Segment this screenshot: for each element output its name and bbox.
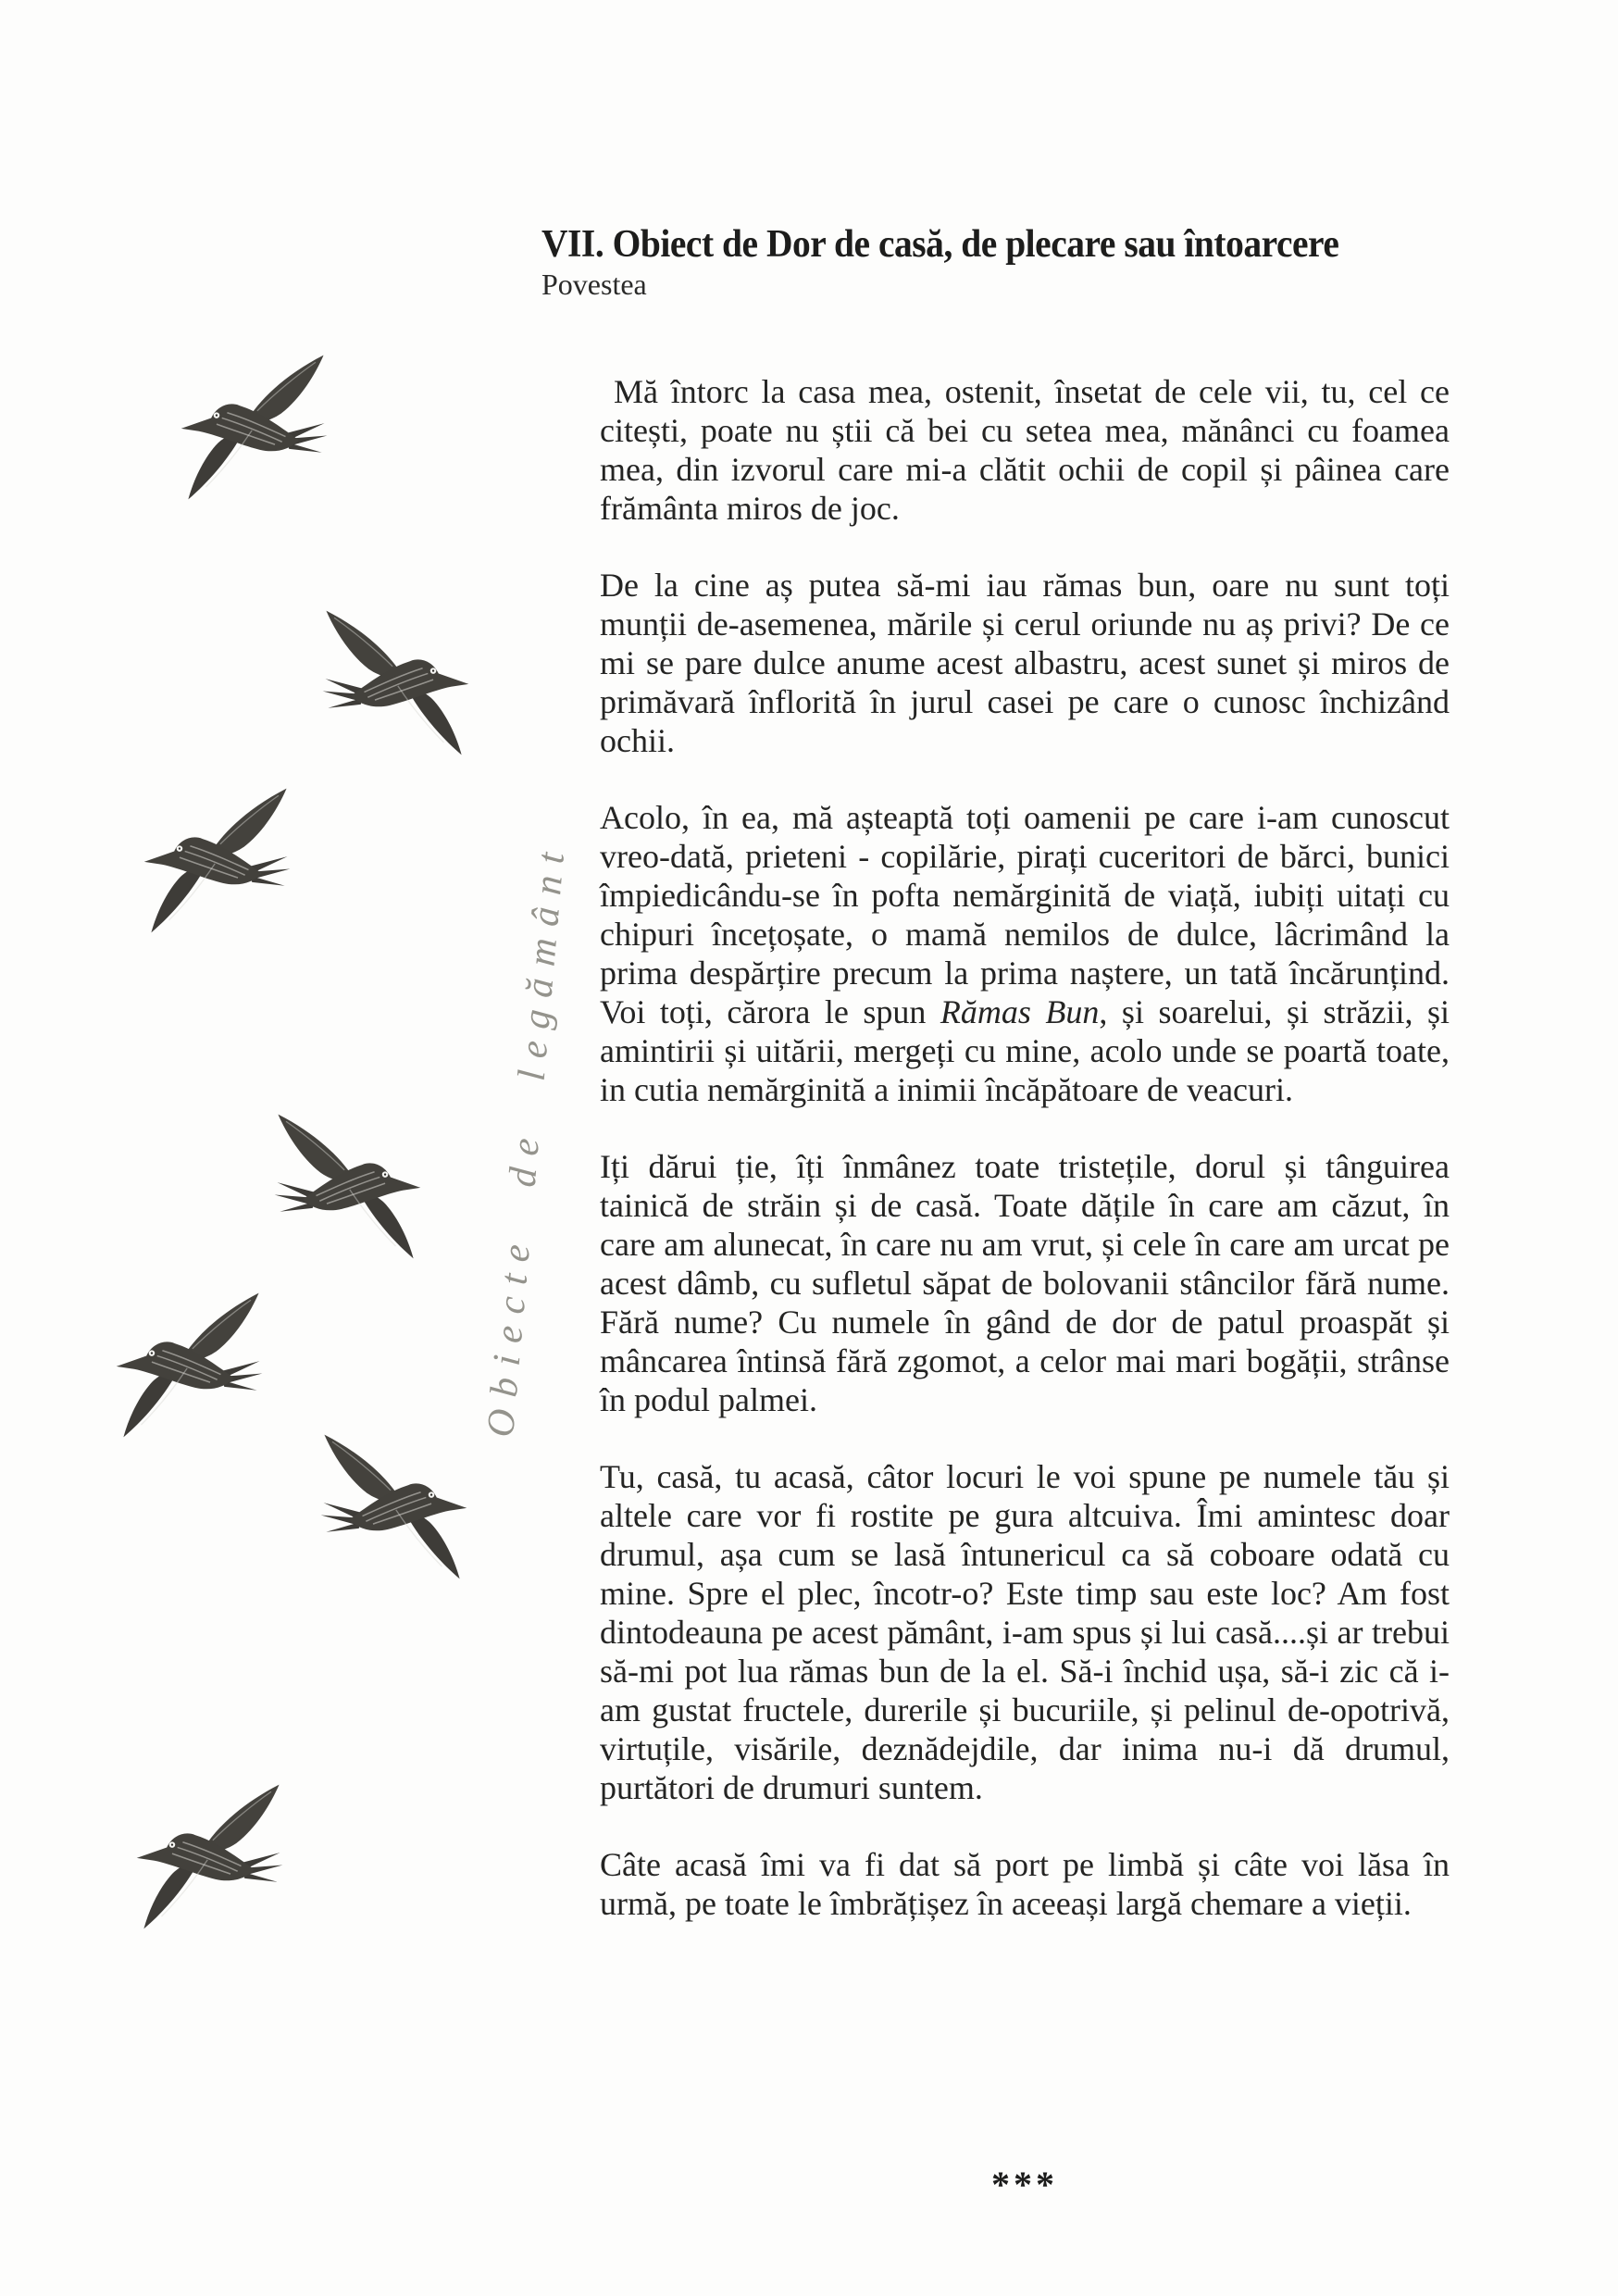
chapter-subtitle: Povestea [541, 268, 647, 302]
flying-bird-icon [111, 1282, 270, 1447]
flying-bird-icon [131, 1774, 291, 1939]
article-body [600, 372, 1450, 1961]
flying-bird-icon [139, 778, 298, 942]
paragraph: Tu, casă, tu acasă, câtor locuri le voi spune pe numele tău și altele care vor fi rostite pe gura altcuiva. Îmi amintesc doar drumul, așa cum se lasă întunericul ca să coboare odată cu mine. Spre el plec, încotr-o? Este timp sau este loc? Am fost dintodeauna pe acest pământ, i-am spus și lui casă....și ar trebui să-mi pot lua rămas bun de la el. Să-i închid ușa, să-i zic că i-am gustat fructele, durerile și bucuriile, și pelinul de-opotrivă, virtuțile, visările, deznădejdile, dar inima nu-i dă drumul, purtători de drumuri suntem. [600, 1458, 1450, 1806]
paragraph: Iți dărui ție, îți înmânez toate tristețile, dorul și tânguirea tainică de străin și de casă. Toate dățile în care am căzut, în care am alunecat, în care nu am vrut, și cele în care am urcat pe acest dâmb, cu sufletul săpat de bolovanii stâncilor fără nume. Fără nume? Cu numele în gând de dor de patul proaspăt și mâncarea întinsă fără zgomot, a celor mai mari bogății, strânse în podul palmei. [600, 1148, 1450, 1418]
flying-bird-icon [176, 344, 335, 509]
paragraph: Mă întorc la casa mea, ostenit, însetat de cele vii, tu, cel ce citești, poate nu știi că bei cu setea mea, mănânci cu foamea mea, din izvorul care mi-a clătit ochii de copil și pâinea care frământa miros de joc. [600, 373, 1450, 527]
flying-bird-icon [267, 1104, 426, 1268]
paragraph: Câte acasă îmi va fi dat să port pe limbă și câte voi lăsa în urmă, pe toate le îmbrățișez în aceeași largă chemare a vieții. [600, 1846, 1450, 1922]
section-separator: *** [991, 2164, 1058, 2205]
paragraph: De la cine aș putea să-mi iau rămas bun, oare nu sunt toți munții de-asemenea, mările și cerul oriunde nu aș privi? De ce mi se pare dulce anume acest albastru, acest sunet și miros de primăvară înflorită în jurul casei pe care o cunosc închizând ochii. [600, 567, 1450, 759]
chapter-title: VII. Obiect de Dor de casă, de plecare sau întoarcere [541, 223, 1339, 266]
flying-bird-icon [313, 1424, 472, 1589]
flying-bird-icon [315, 600, 474, 765]
title-block [541, 222, 1476, 301]
paragraph: Acolo, în ea, mă așteaptă toți oamenii pe care i-am cunoscut vreo-dată, prieteni - copilărie, pirați cuceritori de bărci, bunici împiedicându-se în pofta nemărginită de viață, iubiți uitați cu chipuri încețoșate, o mamă nemilos de dulce, lâcrimând la prima despărțire precum la prima naștere, un tată încărunțind. Voi toți, cărora le spun Rămas Bun, și soarelui, și străzii, și amintirii și uitării, mergeți cu mine, acolo unde se poartă toate, in cutia nemărginită a inimii încăpătoare de veacuri. [600, 799, 1450, 1108]
margin-handwriting-note: Obiecte de legământ [479, 839, 575, 1440]
